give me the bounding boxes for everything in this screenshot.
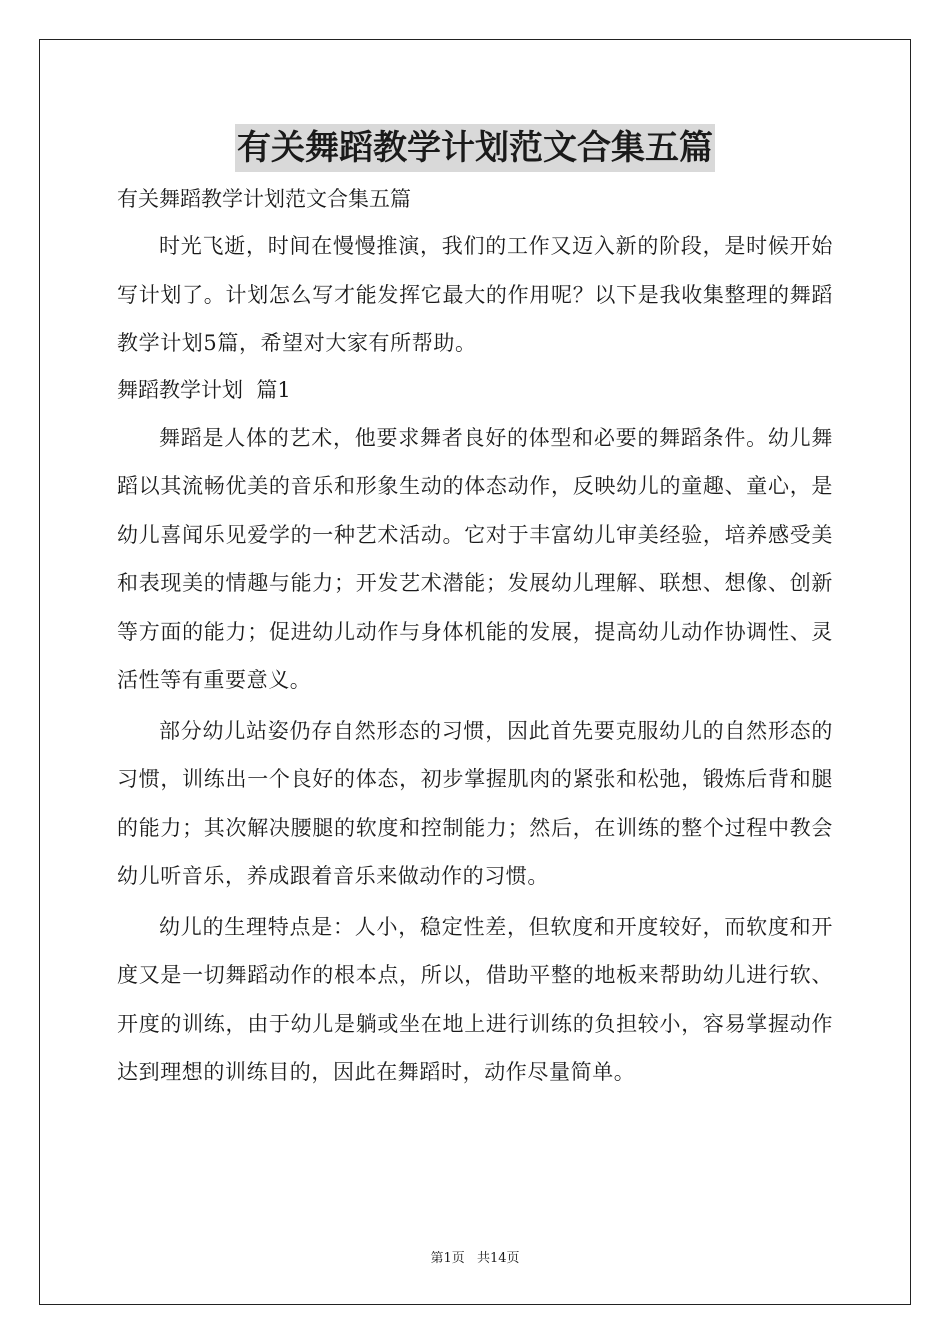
section-heading: 舞蹈教学计划 篇1 <box>117 377 291 402</box>
document-subtitle: 有关舞蹈教学计划范文合集五篇 <box>117 187 411 211</box>
document-body <box>117 180 833 1097</box>
page-number: 第1页 <box>430 1251 465 1266</box>
intro-paragraph: 时光飞逝，时间在慢慢推演，我们的工作又迈入新的阶段，是时候开始写计划了。计划怎么写才能发挥它最大的作用呢？以下是我收集整理的舞蹈教学计划5篇，希望对大家有所帮助。 <box>117 234 833 355</box>
title-container <box>0 124 950 172</box>
body-paragraph: 幼儿的生理特点是：人小，稳定性差，但软度和开度较好，而软度和开度又是一切舞蹈动作的根本点，所以，借助平整的地板来帮助幼儿进行软、开度的训练，由于幼儿是躺或坐在地上进行训练的负担较小，容易掌握动作达到理想的训练目的，因此在舞蹈时，动作尽量简单。 <box>117 914 833 1084</box>
body-paragraph: 舞蹈是人体的艺术，他要求舞者良好的体型和必要的舞蹈条件。幼儿舞蹈以其流畅优美的音乐和形象生动的体态动作，反映幼儿的童趣、童心，是幼儿喜闻乐见爱学的一种艺术活动。它对于丰富幼儿审美经验，培养感受美和表现美的情趣与能力；开发艺术潜能；发展幼儿理解、联想、想像、创新等方面的能力；促进幼儿动作与身体机能的发展，提高幼儿动作协调性、灵活性等有重要意义。 <box>117 425 833 692</box>
document-title: 有关舞蹈教学计划范文合集五篇 <box>235 124 715 172</box>
page-count: 共14页 <box>476 1251 520 1266</box>
page-footer <box>0 1247 950 1266</box>
body-paragraph: 部分幼儿站姿仍存自然形态的习惯，因此首先要克服幼儿的自然形态的习惯，训练出一个良好的体态，初步掌握肌肉的紧张和松弛，锻炼后背和腿的能力；其次解决腰腿的软度和控制能力；然后，在训练的整个过程中教会幼儿听音乐，养成跟着音乐来做动作的习惯。 <box>117 718 833 888</box>
